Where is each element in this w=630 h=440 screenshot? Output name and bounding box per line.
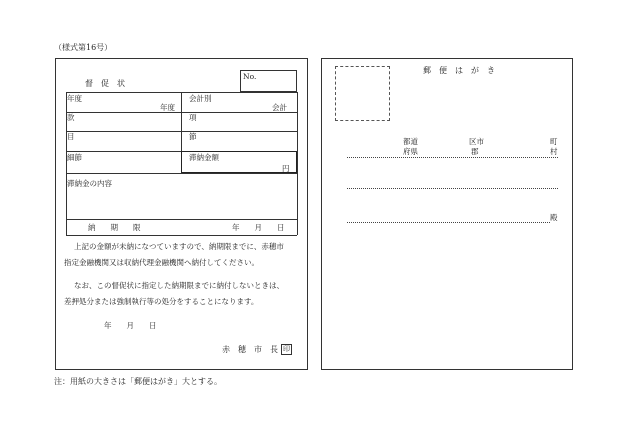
fiscal-year-label: 年度 xyxy=(67,94,82,103)
clause-label: 節 xyxy=(189,132,197,141)
table-rule xyxy=(66,235,297,236)
honorific-label: 殿 xyxy=(550,213,558,222)
stamp-area xyxy=(335,66,390,121)
table-rule xyxy=(66,173,297,174)
paragraph-line: 上記の金額が未納になつていますので、納期限までに、赤穂市 xyxy=(74,242,284,251)
seal-mark: 印 xyxy=(283,345,290,353)
paragraph-line: 差押処分または強制執行等の処分をすることになります。 xyxy=(64,297,259,306)
address-line xyxy=(347,188,558,189)
form-number: （様式第16号） xyxy=(54,43,113,52)
section-label: 款 xyxy=(67,113,75,122)
town-label-top: 町 xyxy=(550,137,558,146)
sub-label: 目 xyxy=(67,132,75,141)
deadline-label: 納 期 限 xyxy=(88,223,141,232)
yen-label: 円 xyxy=(282,164,290,173)
prefecture-label-bottom: 府県 xyxy=(403,147,418,156)
postcard-title: 郵 便 は が き xyxy=(423,66,495,75)
paragraph-line: 指定金融機関又は収納代理金融機関へ納付してください。 xyxy=(64,258,259,267)
issuer-name: 赤 穂 市 長 xyxy=(222,345,278,354)
arrears-content-label: 滞納金の内容 xyxy=(67,179,112,188)
address-line xyxy=(347,157,558,158)
footnote: 注：用紙の大きさは「郵便はがき」大とする。 xyxy=(54,377,222,386)
city-label-bottom: 郡 xyxy=(471,147,479,156)
account-suffix: 会計 xyxy=(272,103,287,112)
issue-date: 年 月 日 xyxy=(104,321,157,330)
item-label: 項 xyxy=(189,113,197,122)
table-rule xyxy=(297,92,298,235)
notice-title: 督 促 状 xyxy=(85,79,125,88)
town-label-bottom: 村 xyxy=(550,147,558,156)
prefecture-label-top: 都道 xyxy=(403,137,418,146)
number-label: No. xyxy=(243,72,257,81)
arrears-amount-label: 滞納金額 xyxy=(189,153,219,162)
paragraph-line: なお、この督促状に指定した納期限までに納付しないときは、 xyxy=(74,281,284,290)
detail-label: 細節 xyxy=(67,153,82,162)
recipient-line xyxy=(347,222,550,223)
account-label: 会計別 xyxy=(189,94,212,103)
city-label-top: 区市 xyxy=(469,137,484,146)
fiscal-year-suffix: 年度 xyxy=(160,103,175,112)
deadline-date: 年 月 日 xyxy=(232,223,285,232)
table-rule xyxy=(66,219,297,220)
